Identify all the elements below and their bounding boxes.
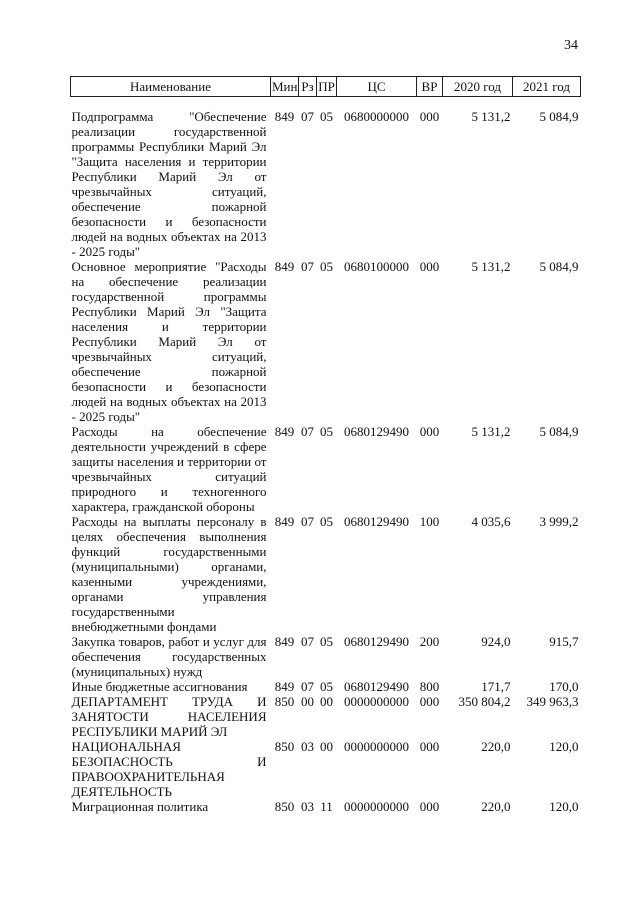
row-name: Расходы на выплаты персоналу в целях обеспечения выполнения функций государственными (муниципальными) органами, казенными учреждениями, органами управления государственными внебюджетными фондами	[71, 514, 267, 634]
row-rz: 07	[301, 109, 314, 124]
table-header-row	[71, 77, 581, 97]
row-pr: 00	[320, 694, 333, 709]
row-rz: 07	[301, 514, 314, 529]
table-row	[71, 679, 581, 694]
row-min: 850	[274, 694, 295, 709]
row-min: 849	[274, 679, 295, 694]
row-2021: 3 999,2	[539, 514, 579, 529]
row-rz: 00	[301, 694, 314, 709]
row-vr: 000	[419, 799, 440, 814]
row-min: 849	[274, 259, 295, 274]
row-vr: 000	[419, 424, 440, 439]
row-cs: 0000000000	[344, 694, 409, 709]
row-2020: 5 131,2	[471, 424, 511, 439]
row-cs: 0680129490	[344, 424, 409, 439]
table-row	[71, 97, 581, 260]
row-min: 849	[274, 109, 295, 124]
row-cs: 0680100000	[344, 259, 409, 274]
row-cs: 0680129490	[344, 634, 409, 649]
row-2020: 4 035,6	[471, 514, 511, 529]
row-pr: 11	[320, 799, 333, 814]
row-pr: 05	[320, 259, 333, 274]
row-2021: 120,0	[549, 739, 579, 754]
row-rz: 03	[301, 739, 314, 754]
page-number: 34	[564, 38, 578, 53]
row-pr: 00	[320, 739, 333, 754]
header-rz: Рз	[299, 77, 317, 97]
table-row	[71, 739, 581, 799]
row-2020: 220,0	[481, 739, 511, 754]
row-vr: 000	[419, 739, 440, 754]
row-2021: 5 084,9	[539, 109, 579, 124]
row-min: 850	[274, 739, 295, 754]
row-vr: 800	[419, 679, 440, 694]
row-min: 849	[274, 514, 295, 529]
header-2021: 2021 год	[513, 77, 581, 97]
row-name: Подпрограмма "Обеспечение реализации государственной программы Республики Марий Эл "Защита населения и территории Республики Марий Эл от чрезвычайных ситуаций, обеспечение пожарной безопасности и безопасности людей на водных объектах на 2013 - 2025 годы"	[71, 109, 267, 259]
row-2020: 171,7	[481, 679, 511, 694]
row-2020: 220,0	[481, 799, 511, 814]
table-row	[71, 514, 581, 634]
row-rz: 03	[301, 799, 314, 814]
row-name: ДЕПАРТАМЕНТ ТРУДА И ЗАНЯТОСТИ НАСЕЛЕНИЯ РЕСПУБЛИКИ МАРИЙ ЭЛ	[71, 694, 267, 739]
row-cs: 0000000000	[344, 739, 409, 754]
row-name: Расходы на обеспечение деятельности учреждений в сфере защиты населения и территории от чрезвычайных ситуаций природного и техногенного характера, гражданской обороны	[71, 424, 267, 514]
row-vr: 000	[419, 259, 440, 274]
row-cs: 0680000000	[344, 109, 409, 124]
row-pr: 05	[320, 634, 333, 649]
row-vr: 000	[419, 109, 440, 124]
header-2020: 2020 год	[443, 77, 513, 97]
header-cs: ЦС	[337, 77, 417, 97]
row-2021: 170,0	[549, 679, 579, 694]
row-pr: 05	[320, 679, 333, 694]
row-pr: 05	[320, 424, 333, 439]
row-cs: 0000000000	[344, 799, 409, 814]
row-rz: 07	[301, 259, 314, 274]
row-2020: 5 131,2	[471, 109, 511, 124]
row-min: 849	[274, 634, 295, 649]
row-2021: 5 084,9	[539, 424, 579, 439]
row-cs: 0680129490	[344, 514, 409, 529]
row-rz: 07	[301, 634, 314, 649]
row-cs: 0680129490	[344, 679, 409, 694]
table-row	[71, 634, 581, 679]
row-2021: 915,7	[549, 634, 579, 649]
row-name: Иные бюджетные ассигнования	[71, 679, 248, 694]
row-name: Закупка товаров, работ и услуг для обеспечения государственных (муниципальных) нужд	[71, 634, 267, 679]
row-rz: 07	[301, 424, 314, 439]
row-rz: 07	[301, 679, 314, 694]
header-pr: ПР	[317, 77, 337, 97]
table-row	[71, 694, 581, 739]
row-2021: 349 963,3	[526, 694, 579, 709]
row-pr: 05	[320, 514, 333, 529]
header-name: Наименование	[71, 77, 271, 97]
row-vr: 000	[419, 694, 440, 709]
row-2021: 120,0	[549, 799, 579, 814]
row-min: 849	[274, 424, 295, 439]
header-vr: ВР	[417, 77, 443, 97]
table-row	[71, 424, 581, 514]
row-2020: 5 131,2	[471, 259, 511, 274]
row-pr: 05	[320, 109, 333, 124]
table-row	[71, 259, 581, 424]
row-2021: 5 084,9	[539, 259, 579, 274]
row-name: НАЦИОНАЛЬНАЯ БЕЗОПАСНОСТЬ И ПРАВООХРАНИТЕЛЬНАЯ ДЕЯТЕЛЬНОСТЬ	[71, 739, 267, 799]
row-vr: 100	[419, 514, 440, 529]
header-min: Мин	[271, 77, 299, 97]
row-name: Миграционная политика	[71, 799, 209, 814]
budget-table	[70, 76, 581, 814]
row-2020: 924,0	[481, 634, 511, 649]
row-name: Основное мероприятие "Расходы на обеспечение реализации государственной программы Республики Марий Эл "Защита населения и территории Республики Марий Эл от чрезвычайных ситуаций, обеспечение пожарной безопасности и безопасности людей на водных объектах на 2013 - 2025 годы"	[71, 259, 267, 424]
table-row	[71, 799, 581, 814]
row-2020: 350 804,2	[458, 694, 511, 709]
row-min: 850	[274, 799, 295, 814]
row-vr: 200	[419, 634, 440, 649]
